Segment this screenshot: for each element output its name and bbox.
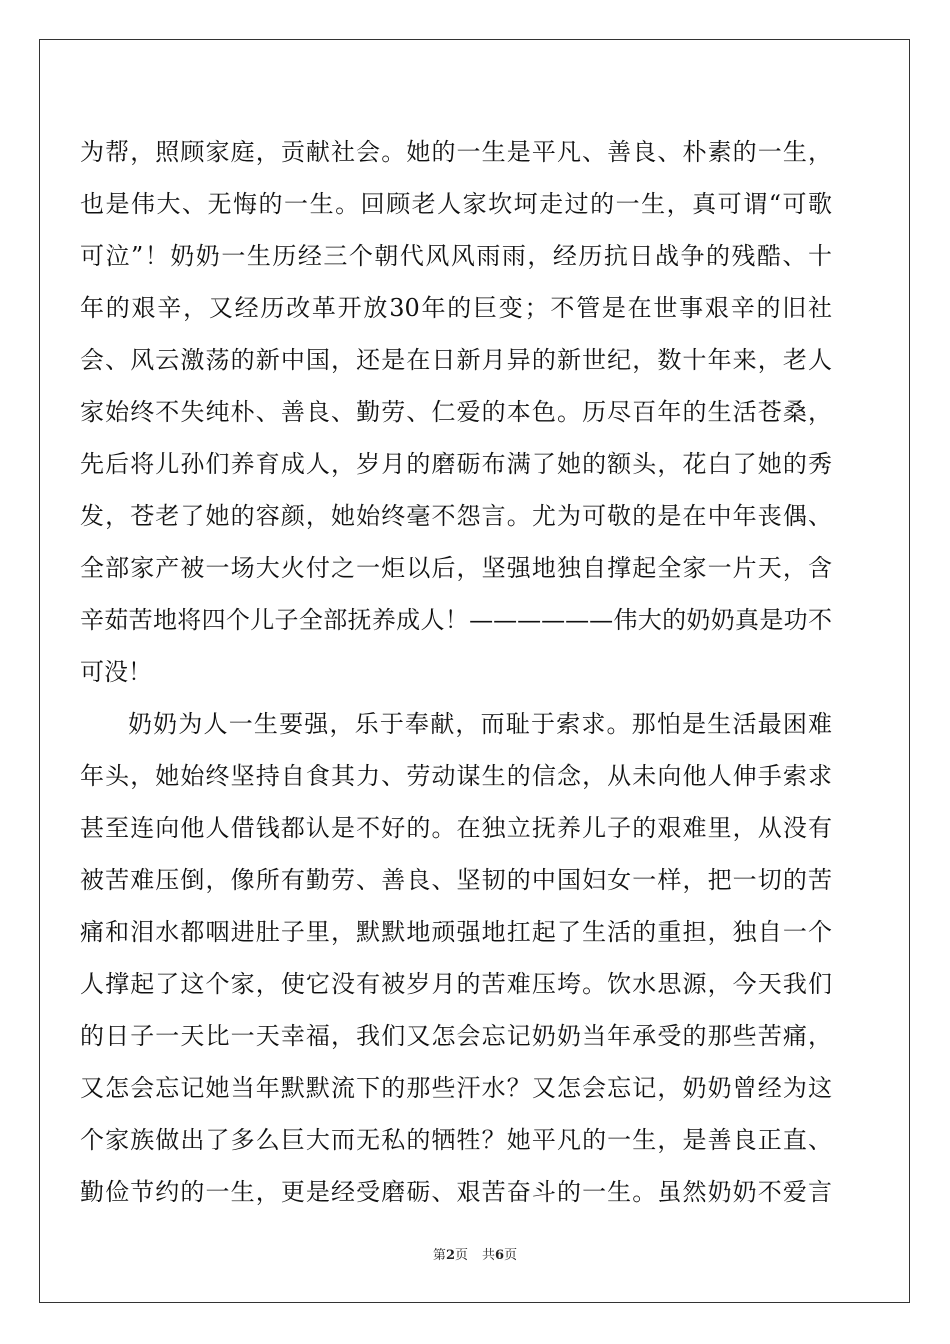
text-line: 发，苍老了她的容颜，她始终毫不怨言。尤为可敬的是在中年丧偶、 [80, 502, 832, 530]
paragraph-1 [80, 126, 832, 698]
text-line: 痛和泪水都咽进肚子里，默默地顽强地扛起了生活的重担，独自一个 [80, 918, 832, 946]
page-number: 2 [445, 1248, 455, 1263]
total-prefix: 共 [482, 1248, 496, 1263]
text-line: 年的艰辛，又经历改革开放30年的巨变；不管是在世事艰辛的旧社 [80, 294, 832, 322]
text-line: 全部家产被一场大火付之一炬以后，坚强地独自撑起全家一片天，含 [80, 554, 832, 582]
text-line: 甚至连向他人借钱都认是不好的。在独立抚养儿子的艰难里，从没有 [80, 814, 832, 842]
paragraph-2 [80, 698, 832, 1218]
text-line: 个家族做出了多么巨大而无私的牺牲？她平凡的一生，是善良正直、 [80, 1126, 832, 1154]
total-pages: 6 [495, 1248, 505, 1263]
text-line: 为帮，照顾家庭，贡献社会。她的一生是平凡、善良、朴素的一生， [80, 138, 832, 166]
text-line: 被苦难压倒，像所有勤劳、善良、坚韧的中国妇女一样，把一切的苦 [80, 866, 832, 894]
page-prefix: 第 [432, 1248, 446, 1263]
text-line: 人撑起了这个家，使它没有被岁月的苦难压垮。饮水思源，今天我们 [80, 970, 832, 998]
total-suffix: 页 [504, 1248, 518, 1263]
text-line: 可没！ [80, 658, 152, 686]
text-line: 奶奶为人一生要强，乐于奉献，而耻于索求。那怕是生活最困难 [128, 710, 832, 738]
page-footer [0, 1244, 950, 1263]
text-line: 年头，她始终坚持自食其力、劳动谋生的信念，从未向他人伸手索求 [80, 762, 832, 790]
text-line: 可泣”！奶奶一生历经三个朝代风风雨雨，经历抗日战争的残酷、十 [80, 242, 832, 270]
page-suffix: 页 [454, 1248, 468, 1263]
text-line: 辛茹苦地将四个儿子全部抚养成人！——————伟大的奶奶真是功不 [80, 606, 832, 634]
text-line: 的日子一天比一天幸福，我们又怎会忘记奶奶当年承受的那些苦痛， [80, 1022, 832, 1050]
document-body [80, 126, 832, 1218]
text-line: 先后将儿孙们养育成人，岁月的磨砺布满了她的额头，花白了她的秀 [80, 450, 832, 478]
text-line: 又怎会忘记她当年默默流下的那些汗水？又怎会忘记，奶奶曾经为这 [80, 1074, 832, 1102]
text-line: 也是伟大、无悔的一生。回顾老人家坎坷走过的一生，真可谓“可歌 [80, 190, 832, 218]
text-line: 家始终不失纯朴、善良、勤劳、仁爱的本色。历尽百年的生活苍桑， [80, 398, 832, 426]
text-line: 勤俭节约的一生，更是经受磨砺、艰苦奋斗的一生。虽然奶奶不爱言 [80, 1178, 832, 1206]
text-line: 会、风云激荡的新中国，还是在日新月异的新世纪，数十年来，老人 [80, 346, 832, 374]
